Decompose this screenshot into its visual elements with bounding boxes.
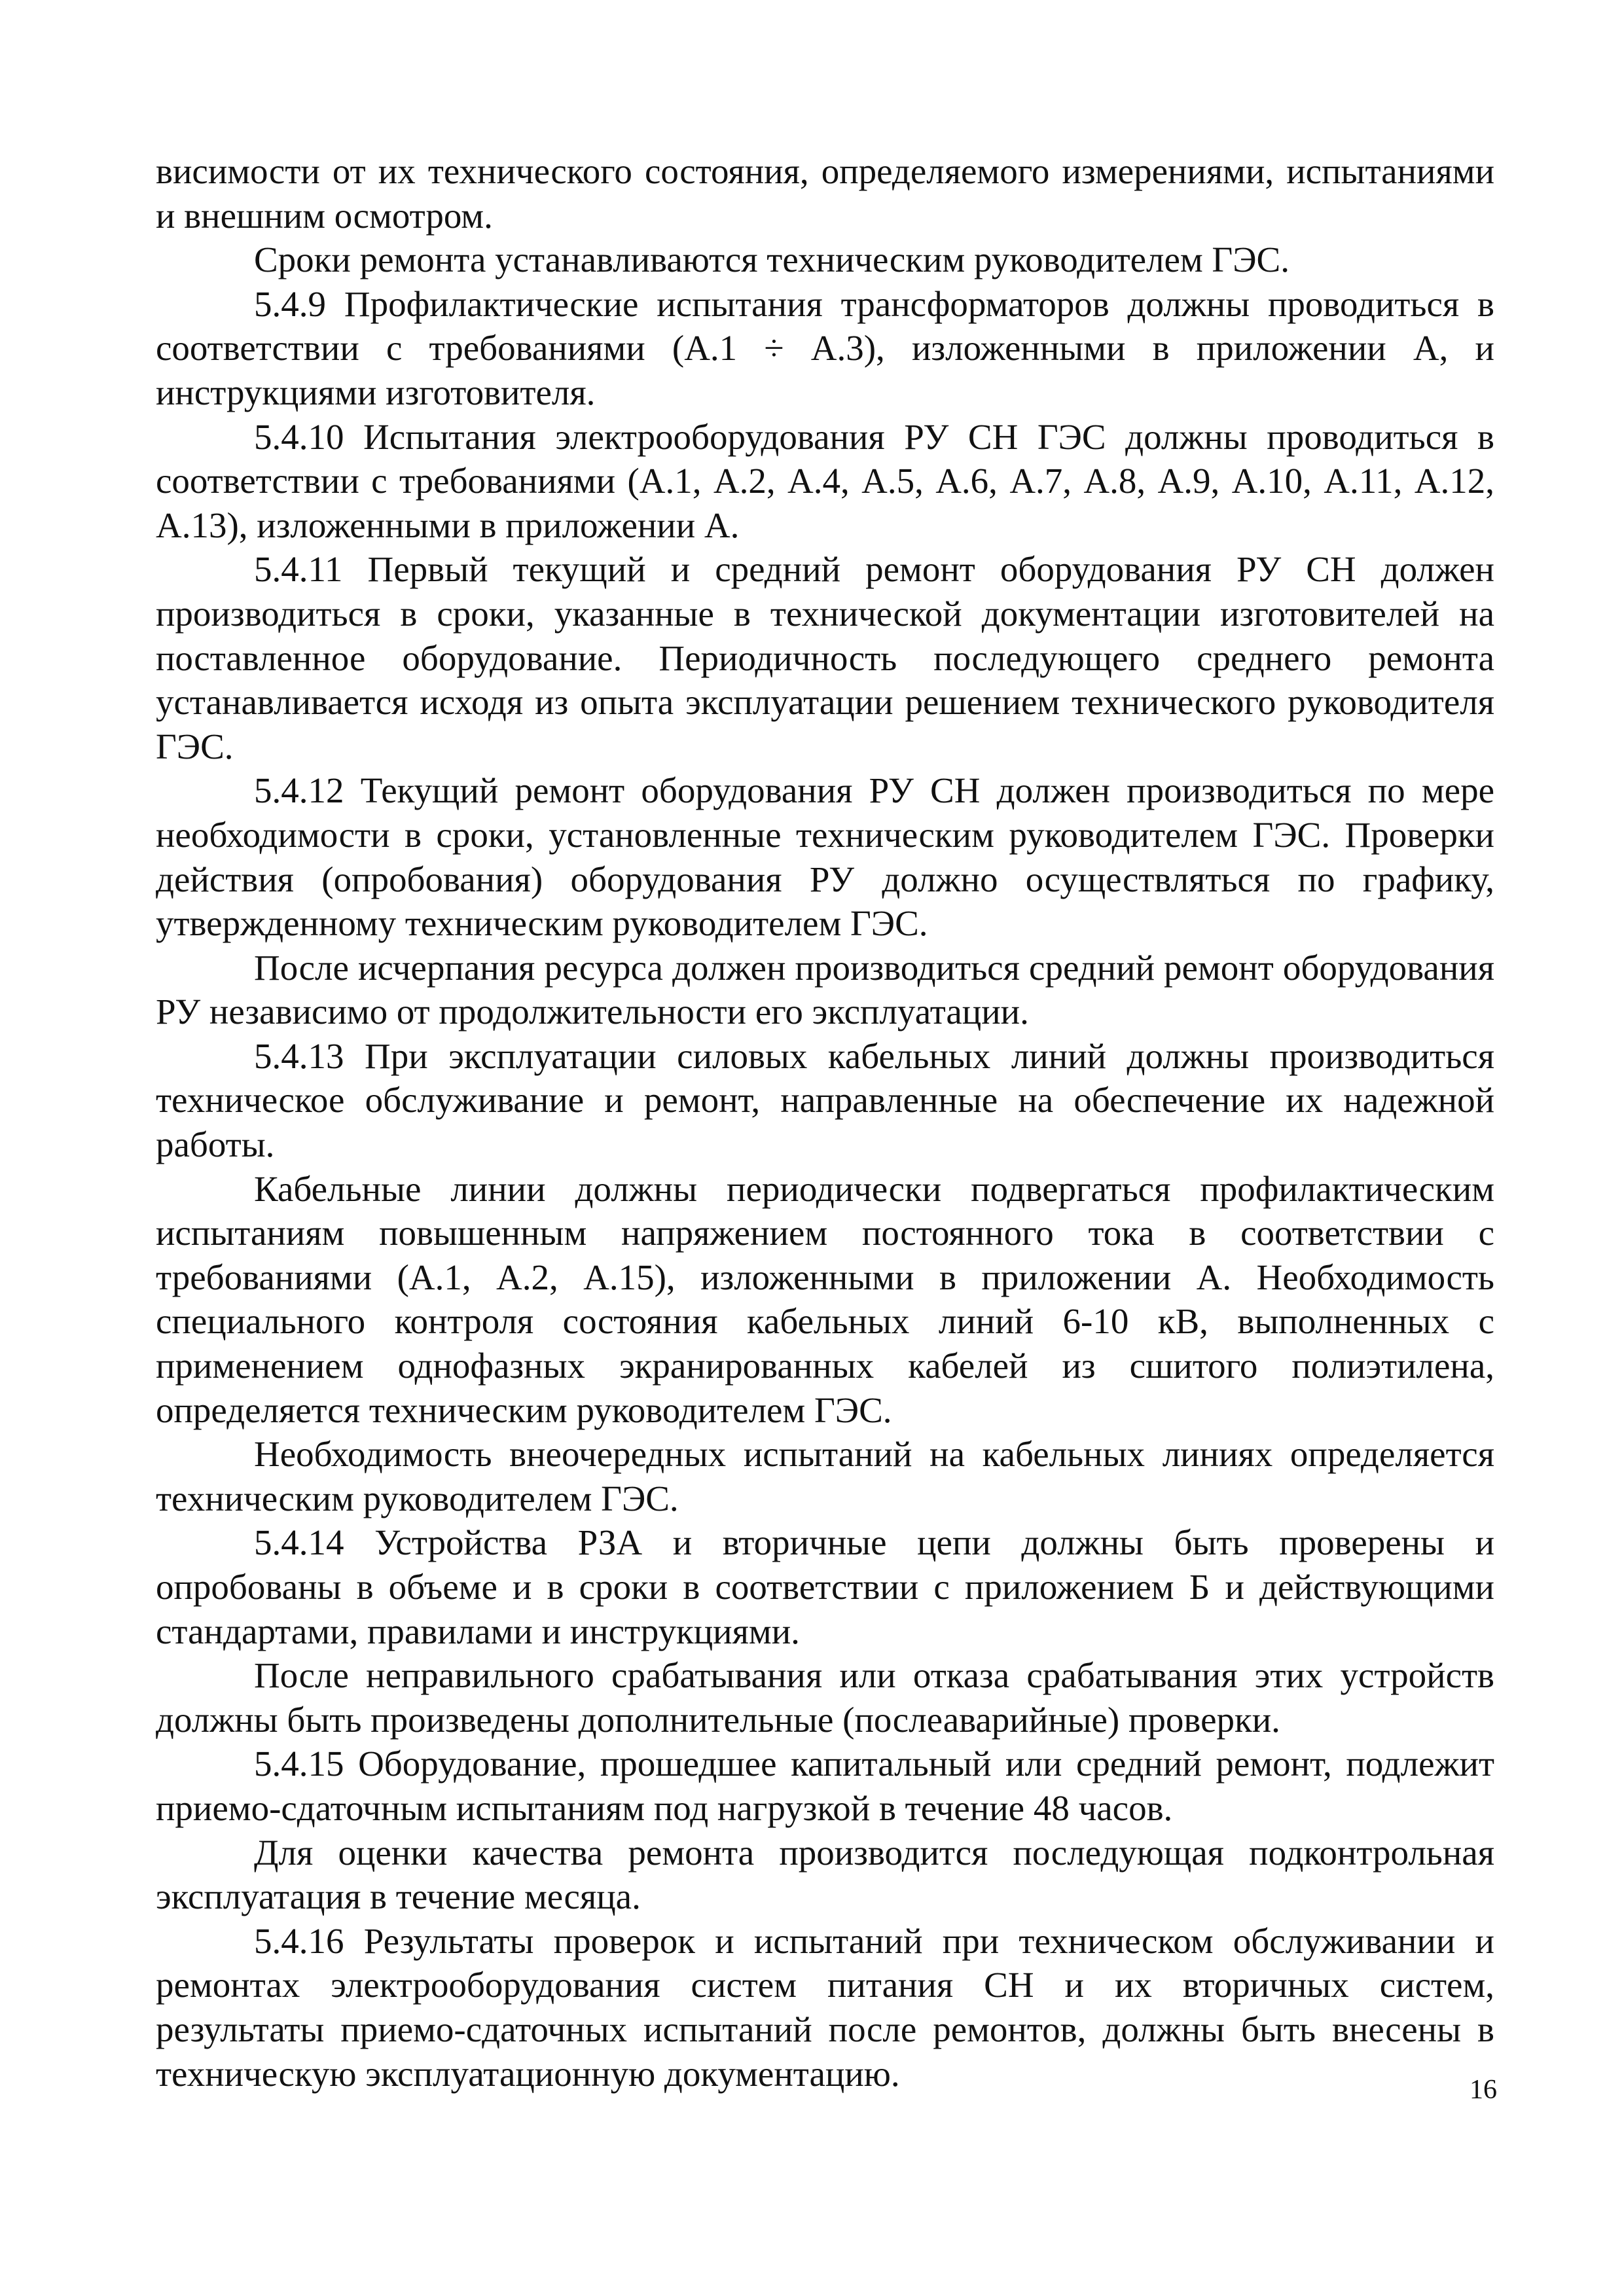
paragraph-repair-terms: Сроки ремонта устанавливаются техническим руководителем ГЭС. (254, 240, 1290, 280)
paragraph-5-4-14: 5.4.14 Устройства РЗА и вторичные цепи должны быть проверены и опробованы в объеме и в сроки в соответствии с приложением Б и действующими стандартами, правилами и инструкциями. (156, 1522, 1494, 1651)
paragraph-resource-exhaustion: После исчерпания ресурса должен производиться средний ремонт оборудования РУ независимо от продолжительности его эксплуатации. (156, 947, 1494, 1032)
paragraph-continuation: висимости от их технического состояния, определяемого измерениями, испытаниями и внешним осмотром. (156, 151, 1494, 236)
paragraph-5-4-11: 5.4.11 Первый текущий и средний ремонт оборудования РУ СН должен производиться в сроки, указанные в технической документации изготовителей на поставленное оборудование. Периодичность последующего среднего ремонта устанавливается исходя из опыта эксплуатации решением технического руководителя ГЭС. (156, 549, 1494, 766)
body-text (156, 149, 1494, 2096)
paragraph-5-4-13: 5.4.13 При эксплуатации силовых кабельных линий должны производиться техническое обслуживание и ремонт, направленные на обеспечение их надежной работы. (156, 1035, 1494, 1165)
paragraph-cable-lines-tests: Кабельные линии должны периодически подвергаться профилактическим испытаниям повышенным напряжением постоянного тока в соответствии с требованиями (А.1, А.2, А.15), изложенными в приложении А. Необходимость специального контроля состояния кабельных линий 6-10 кВ, выполненных с применением однофазных экранированных кабелей из сшитого полиэтилена, определяется техническим руководителем ГЭС. (156, 1168, 1494, 1430)
paragraph-extraordinary-tests: Необходимость внеочередных испытаний на кабельных линиях определяется техническим руководителем ГЭС. (156, 1434, 1494, 1518)
paragraph-controlled-operation: Для оценки качества ремонта производится последующая подконтрольная эксплуатация в течение месяца. (156, 1832, 1494, 1917)
page-number: 16 (1470, 2075, 1497, 2105)
paragraph-5-4-16: 5.4.16 Результаты проверок и испытаний при техническом обслуживании и ремонтах электрооборудования систем питания СН и их вторичных систем, результаты приемо-сдаточных испытаний после ремонтов, должны быть внесены в техническую эксплуатационную документацию. (156, 1920, 1494, 2094)
paragraph-post-failure-checks: После неправильного срабатывания или отказа срабатывания этих устройств должны быть произведены дополнительные (послеаварийные) проверки. (156, 1655, 1494, 1740)
paragraph-5-4-15: 5.4.15 Оборудование, прошедшее капитальный или средний ремонт, подлежит приемо-сдаточным испытаниям под нагрузкой в течение 48 часов. (156, 1744, 1494, 1828)
paragraph-5-4-10: 5.4.10 Испытания электрооборудования РУ СН ГЭС должны проводиться в соответствии с требованиями (А.1, А.2, А.4, А.5, А.6, А.7, А.8, А.9, А.10, А.11, А.12, А.13), изложенными в приложении А. (156, 416, 1494, 545)
paragraph-5-4-9: 5.4.9 Профилактические испытания трансформаторов должны проводиться в соответствии с требованиями (А.1 ÷ А.3), изложенными в приложении А, и инструкциями изготовителя. (156, 283, 1494, 412)
paragraph-5-4-12: 5.4.12 Текущий ремонт оборудования РУ СН должен производиться по мере необходимости в сроки, установленные техническим руководителем ГЭС. Проверки действия (опробования) оборудования РУ должно осуществляться по графику, утвержденному техническим руководителем ГЭС. (156, 770, 1494, 944)
